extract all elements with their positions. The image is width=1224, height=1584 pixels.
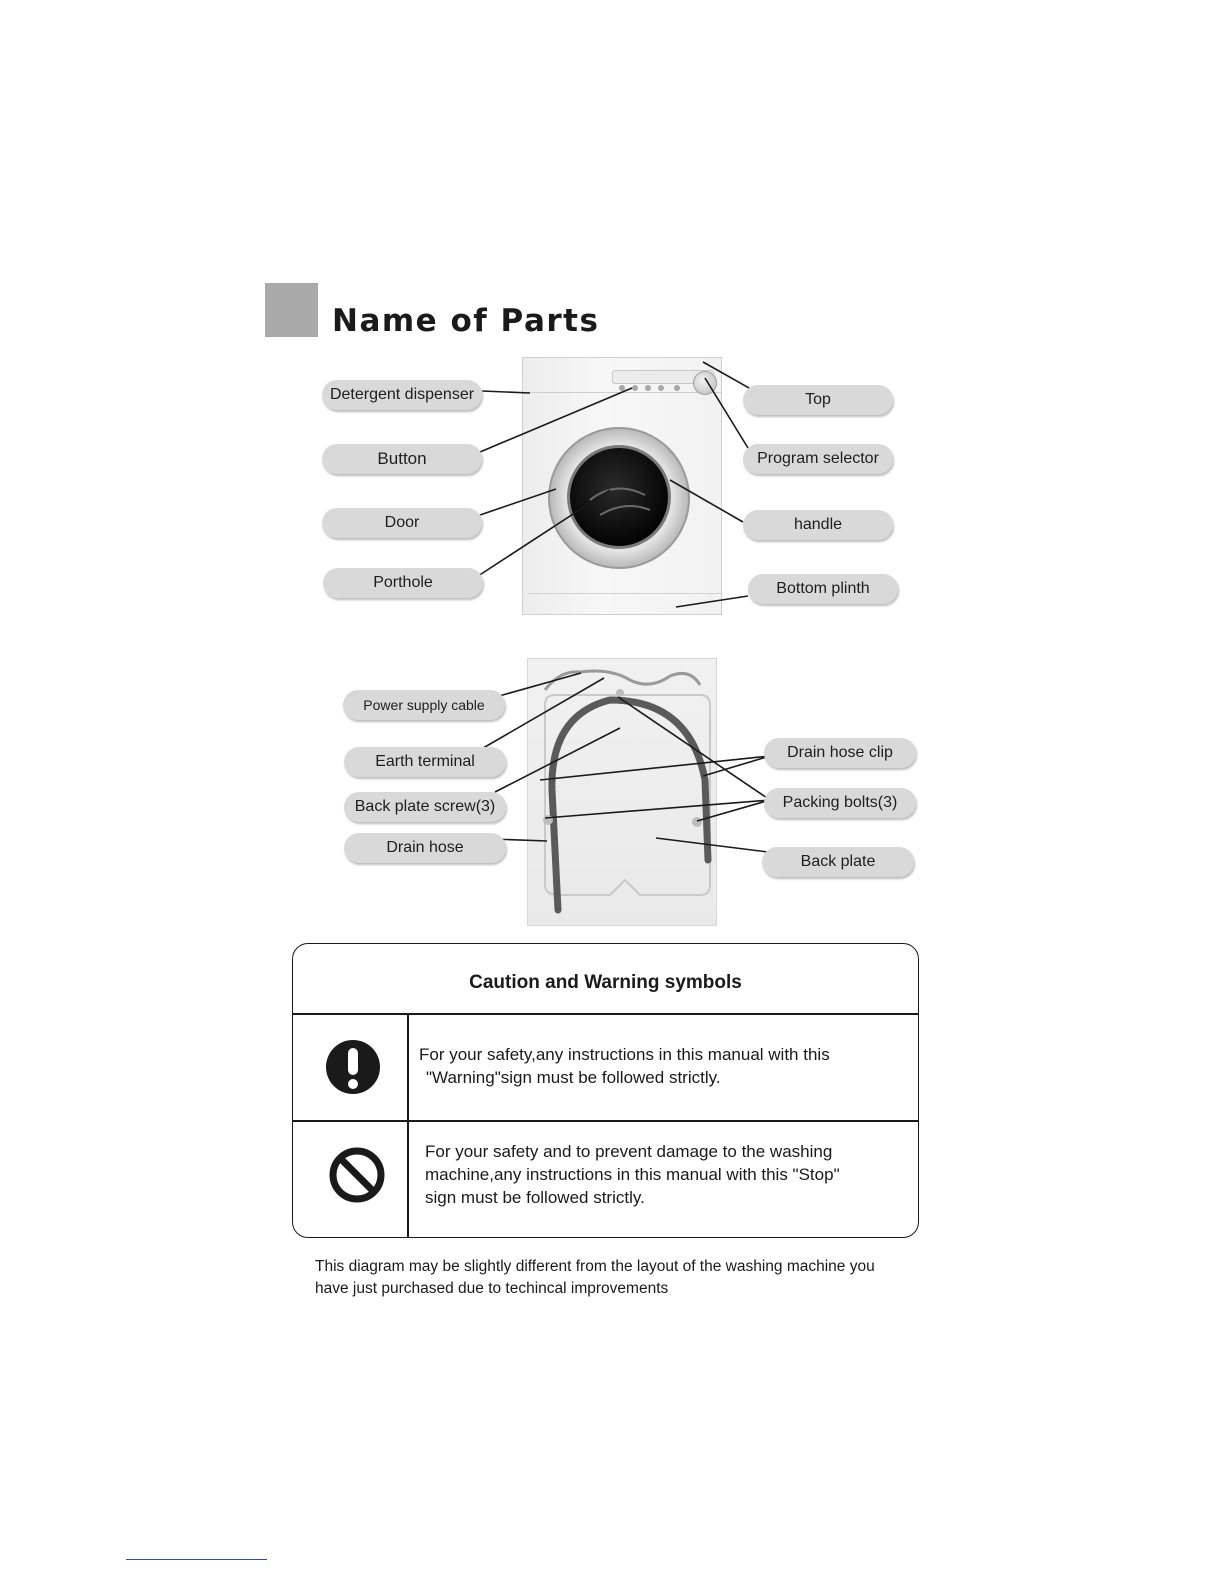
label-back-plate-screw: Back plate screw(3) (344, 792, 506, 822)
page-title: Name of Parts (332, 303, 600, 339)
bottom-rule (126, 1559, 267, 1560)
footnote (315, 1256, 915, 1300)
warning-message-line: "Warning"sign must be followed strictly. (426, 1068, 721, 1087)
label-earth-terminal: Earth terminal (344, 747, 506, 777)
warning-exclamation-icon (325, 1039, 381, 1095)
label-door: Door (322, 508, 482, 538)
label-power-supply-cable: Power supply cable (343, 690, 505, 720)
table-divider (293, 1013, 918, 1015)
label-back-plate: Back plate (762, 847, 914, 877)
stop-message-line: For your safety and to prevent damage to the washing (425, 1142, 833, 1161)
table-column-divider (407, 1013, 409, 1237)
stop-message-line: sign must be followed strictly. (425, 1188, 645, 1207)
label-packing-bolts: Packing bolts(3) (764, 788, 916, 818)
label-program-selector: Program selector (743, 444, 893, 474)
warning-message-line: For your safety,any instructions in this manual with this (419, 1045, 830, 1064)
table-divider (293, 1120, 918, 1122)
footnote-line: have just purchased due to techincal improvements (315, 1280, 669, 1297)
label-top: Top (743, 385, 893, 415)
warning-message (419, 1043, 909, 1089)
stop-message-line: machine,any instructions in this manual with this "Stop" (425, 1165, 840, 1184)
footnote-line: This diagram may be slightly different from the layout of the washing machine you (315, 1258, 875, 1275)
label-detergent-dispenser: Detergent dispenser (322, 380, 482, 410)
label-porthole: Porthole (323, 568, 483, 598)
stop-message (425, 1140, 910, 1209)
label-bottom-plinth: Bottom plinth (748, 574, 898, 604)
label-handle: handle (743, 510, 893, 540)
label-button: Button (322, 444, 482, 474)
stop-prohibition-icon (328, 1146, 386, 1204)
caution-title: Caution and Warning symbols (469, 972, 742, 993)
label-drain-hose-clip: Drain hose clip (764, 738, 916, 768)
label-drain-hose: Drain hose (344, 833, 506, 863)
